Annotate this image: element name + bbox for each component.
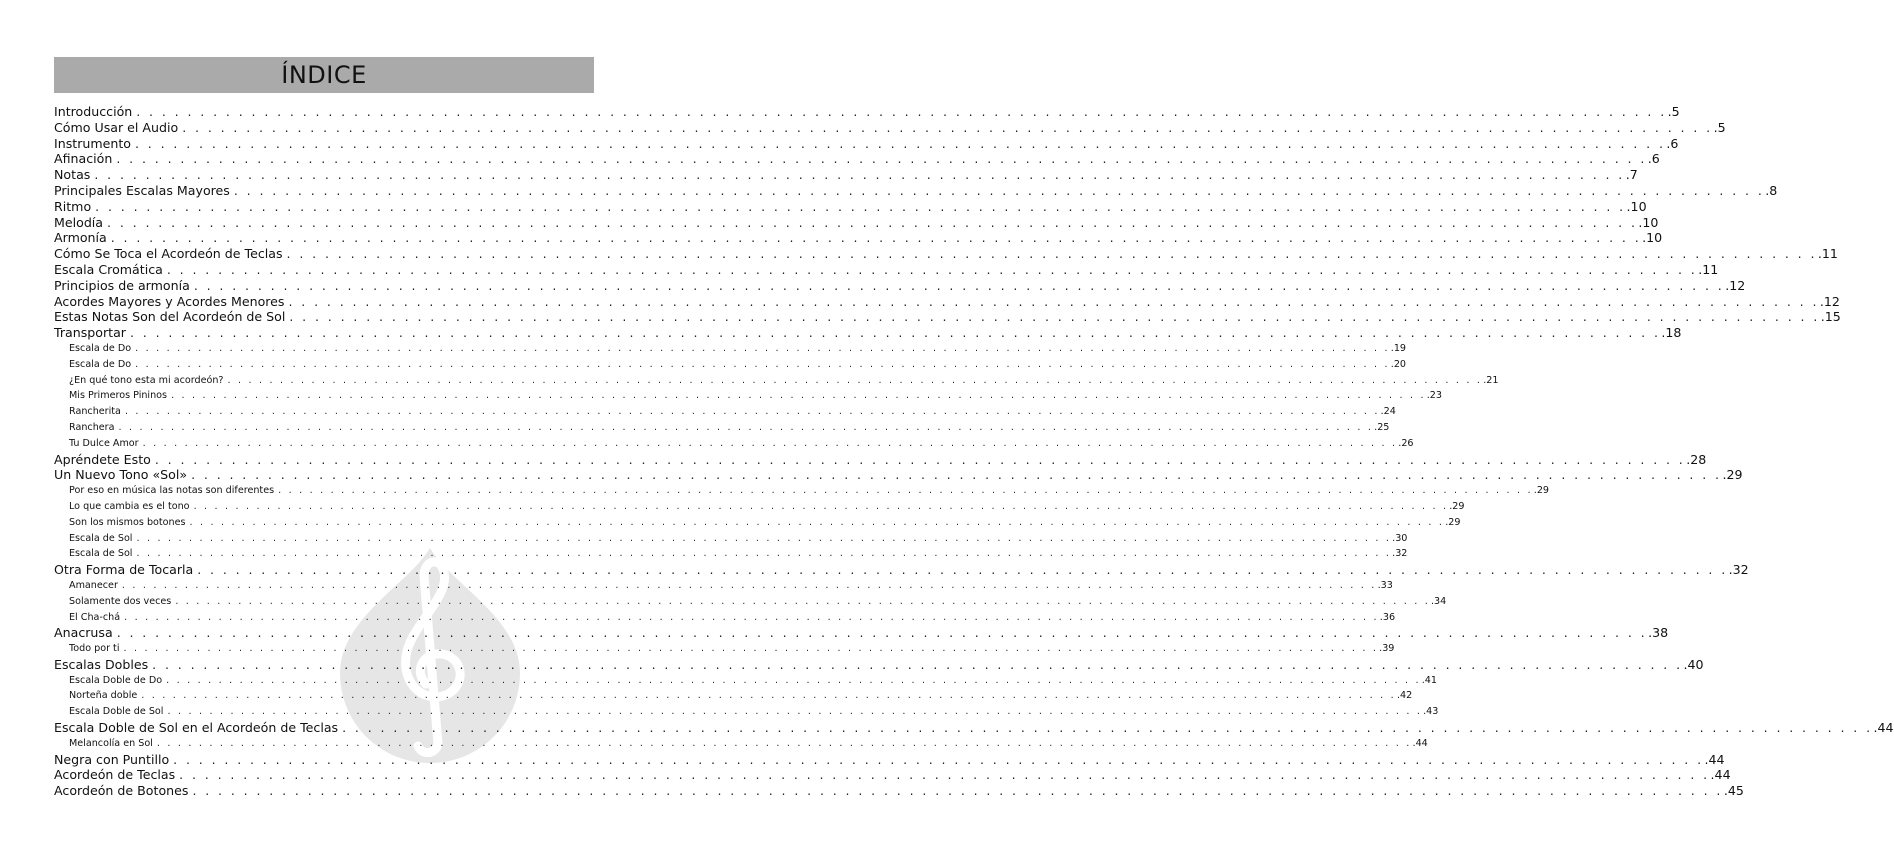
toc-subentry[interactable] [54,483,1550,499]
toc-entry[interactable] [54,720,1894,736]
dot-leader: . . . . . . . . . . . . . . . . . . . . . . . . . . . . . . . . . . . . . . . . . . . . . . . . . . . . . . . . . . . . . . . . . . . . . . . . . . . . . . . . . . . . . . . . . . . . . . . . . . . . . . . . . . . . . . . . . . . . . . . . [124,611,1379,623]
toc-entry-label: Escalas Dobles [54,656,149,672]
toc-entry[interactable] [54,767,1731,783]
page-title: ÍNDICE [281,61,367,89]
toc-entry-page: .21 [1483,374,1499,386]
toc-entry-label: Lo que cambia es el tono [69,500,190,512]
toc-entry-label: Introducción [54,104,133,119]
dot-leader: . . . . . . . . . . . . . . . . . . . . . . . . . . . . . . . . . . . . . . . . . . . . . . . . . . . . . . . . . . . . . . . . . . . . . . . . . . . . . . . . . . . . . . . . . . . . . . . . . . . . . . . . . . . . . . . . . . . . . . . . [116,151,1647,167]
toc-entry[interactable] [54,230,1663,246]
toc-entry-page: .29 [1533,485,1550,497]
dot-leader: . . . . . . . . . . . . . . . . . . . . . . . . . . . . . . . . . . . . . . . . . . . . . . . . . . . . . . . . . . . . . . . . . . . . . . . . . . . . . . . . . . . . . . . . . . . . . . . . . . . . . . . . . . . . . . . . . . . . . . . . [116,625,1648,641]
toc-entry[interactable] [54,277,1746,294]
dot-leader: . . . . . . . . . . . . . . . . . . . . . . . . . . . . . . . . . . . . . . . . . . . . . . . . . . . . . . . . . . . . . . . . . . . . . . . . . . . . . . . . . . . . . . . . . . . . . . . . . . . . . . . . . . . . . . . . . . . . . . . . [167,706,1423,718]
toc-entry[interactable] [54,151,1660,167]
dot-leader: . . . . . . . . . . . . . . . . . . . . . . . . . . . . . . . . . . . . . . . . . . . . . . . . . . . . . . . . . . . . . . . . . . . . . . . . . . . . . . . . . . . . . . . . . . . . . . . . . . . . . . . . . . . . . . . . . . . . . . . . [189,516,1445,528]
toc-entry[interactable] [54,625,1669,641]
dot-leader: . . . . . . . . . . . . . . . . . . . . . . . . . . . . . . . . . . . . . . . . . . . . . . . . . . . . . . . . . . . . . . . . . . . . . . . . . . . . . . . . . . . . . . . . . . . . . . . . . . . . . . . . . . . . . . . . . . . . . . . . [135,358,1390,370]
toc-entry-page: .41 [1421,674,1437,686]
toc-entry-page: .34 [1430,595,1447,607]
dot-leader: . . . . . . . . . . . . . . . . . . . . . . . . . . . . . . . . . . . . . . . . . . . . . . . . . . . . . . . . . . . . . . . . . . . . . . . . . . . . . . . . . . . . . . . . . . . . . . . . . . . . . . . . . . . . . . . . . . . . . . . . [182,119,1713,135]
toc-entry-label: Amanecer [69,579,118,591]
toc-entry-label: Escala de Do [69,342,132,354]
toc-entry-page: .11 [1698,261,1719,277]
toc-entry-page: .6 [1647,151,1660,167]
toc-entry-page: .23 [1426,390,1442,402]
dot-leader: . . . . . . . . . . . . . . . . . . . . . . . . . . . . . . . . . . . . . . . . . . . . . . . . . . . . . . . . . . . . . . . . . . . . . . . . . . . . . . . . . . . . . . . . . . . . . . . . . . . . . . . . . . . . . . . . . . . . . . . . [123,643,1379,655]
toc-entry-label: Negra con Puntillo [54,751,170,767]
toc-entry-page: .11 [1817,246,1838,262]
toc-entry-label: Cómo Se Toca el Acordeón de Teclas [54,246,283,262]
toc-entry[interactable] [54,783,1744,799]
dot-leader: . . . . . . . . . . . . . . . . . . . . . . . . . . . . . . . . . . . . . . . . . . . . . . . . . . . . . . . . . . . . . . . . . . . . . . . . . . . . . . . . . . . . . . . . . . . . . . . . . . . . . . . . . . . . . . . . . . . . . . . . [136,104,1667,119]
dot-leader: . . . . . . . . . . . . . . . . . . . . . . . . . . . . . . . . . . . . . . . . . . . . . . . . . . . . . . . . . . . . . . . . . . . . . . . . . . . . . . . . . . . . . . . . . . . . . . . . . . . . . . . . . . . . . . . . . . . . . . . . [121,579,1377,591]
toc-entry-label: Ritmo [54,198,92,214]
toc-entry[interactable] [54,135,1679,152]
toc-entry-page: .18 [1661,325,1682,341]
toc-entry-label: Por eso en música las notas son diferentes [69,485,275,497]
dot-leader: . . . . . . . . . . . . . . . . . . . . . . . . . . . . . . . . . . . . . . . . . . . . . . . . . . . . . . . . . . . . . . . . . . . . . . . . . . . . . . . . . . . . . . . . . . . . . . . . . . . . . . . . . . . . . . . . . . . . . . . . [342,720,1873,736]
toc-entry-label: Acordeón de Botones [54,783,189,799]
dot-leader: . . . . . . . . . . . . . . . . . . . . . . . . . . . . . . . . . . . . . . . . . . . . . . . . . . . . . . . . . . . . . . . . . . . . . . . . . . . . . . . . . . . . . . . . . . . . . . . . . . . . . . . . . . . . . . . . . . . . . . . . [152,656,1683,672]
toc-entry-page: .43 [1423,706,1439,718]
dot-leader: . . . . . . . . . . . . . . . . . . . . . . . . . . . . . . . . . . . . . . . . . . . . . . . . . . . . . . . . . . . . . . . . . . . . . . . . . . . . . . . . . . . . . . . . . . . . . . . . . . . . . . . . . . . . . . . . . . . . . . . . [136,548,1392,560]
toc-entry-page: .20 [1390,358,1407,370]
dot-leader: . . . . . . . . . . . . . . . . . . . . . . . . . . . . . . . . . . . . . . . . . . . . . . . . . . . . . . . . . . . . . . . . . . . . . . . . . . . . . . . . . . . . . . . . . . . . . . . . . . . . . . . . . . . . . . . . . . . . . . . . [136,532,1392,544]
dot-leader: . . . . . . . . . . . . . . . . . . . . . . . . . . . . . . . . . . . . . . . . . . . . . . . . . . . . . . . . . . . . . . . . . . . . . . . . . . . . . . . . . . . . . . . . . . . . . . . . . . . . . . . . . . . . . . . . . . . . . . . . [193,277,1725,293]
toc-entry[interactable] [54,293,1840,310]
toc-entry-page: .10 [1642,230,1663,246]
toc-subentry[interactable] [54,546,1408,562]
toc-entry[interactable] [54,562,1749,578]
toc-entry-label: El Cha-chá [69,611,121,623]
dot-leader: . . . . . . . . . . . . . . . . . . . . . . . . . . . . . . . . . . . . . . . . . . . . . . . . . . . . . . . . . . . . . . . . . . . . . . . . . . . . . . . . . . . . . . . . . . . . . . . . . . . . . . . . . . . . . . . . . . . . . . . . [110,230,1642,246]
toc-entry-label: Escala de Do [69,358,132,370]
toc-entry-page: .28 [1686,451,1707,467]
toc-entry-label: Armonía [54,230,107,246]
toc-entry-label: Escala de Sol [69,548,133,560]
toc-entry-page: .29 [1449,500,1465,512]
toc-entry-page: .33 [1377,579,1393,591]
toc-entry-page: .32 [1728,562,1749,578]
dot-leader: . . . . . . . . . . . . . . . . . . . . . . . . . . . . . . . . . . . . . . . . . . . . . . . . . . . . . . . . . . . . . . . . . . . . . . . . . . . . . . . . . . . . . . . . . . . . . . . . . . . . . . . . . . . . . . . . . . . . . . . . [94,167,1625,183]
toc-entry-label: Tu Dulce Amor [69,437,139,449]
toc-entry[interactable] [54,182,1778,199]
dot-leader: . . . . . . . . . . . . . . . . . . . . . . . . . . . . . . . . . . . . . . . . . . . . . . . . . . . . . . . . . . . . . . . . . . . . . . . . . . . . . . . . . . . . . . . . . . . . . . . . . . . . . . . . . . . . . . . . . . . . . . . . [107,214,1638,230]
toc-entry-page: .30 [1392,532,1408,544]
toc-subentry[interactable] [54,673,1437,689]
toc-entry-page: .26 [1398,437,1414,449]
toc-subentry[interactable] [54,531,1408,547]
toc-entry[interactable] [54,451,1707,468]
dot-leader: . . . . . . . . . . . . . . . . . . . . . . . . . . . . . . . . . . . . . . . . . . . . . . . . . . . . . . . . . . . . . . . . . . . . . . . . . . . . . . . . . . . . . . . . . . . . . . . . . . . . . . . . . . . . . . . . . . . . . . . . [175,595,1430,607]
toc-entry-page: .12 [1725,277,1746,293]
toc-entry-page: .29 [1722,467,1743,483]
dot-leader: . . . . . . . . . . . . . . . . . . . . . . . . . . . . . . . . . . . . . . . . . . . . . . . . . . . . . . . . . . . . . . . . . . . . . . . . . . . . . . . . . . . . . . . . . . . . . . . . . . . . . . . . . . . . . . . . . . . . . . . . [171,390,1426,402]
toc-entry-label: Son los mismos botones [69,516,186,528]
dot-leader: . . . . . . . . . . . . . . . . . . . . . . . . . . . . . . . . . . . . . . . . . . . . . . . . . . . . . . . . . . . . . . . . . . . . . . . . . . . . . . . . . . . . . . . . . . . . . . . . . . . . . . . . . . . . . . . . . . . . . . . . [278,485,1533,497]
toc-entry[interactable] [54,246,1838,262]
dot-leader: . . . . . . . . . . . . . . . . . . . . . . . . . . . . . . . . . . . . . . . . . . . . . . . . . . . . . . . . . . . . . . . . . . . . . . . . . . . . . . . . . . . . . . . . . . . . . . . . . . . . . . . . . . . . . . . . . . . . . . . . [118,421,1374,433]
toc-subentry[interactable] [54,704,1439,720]
toc-entry[interactable] [54,198,1647,215]
toc-entry-page: .12 [1819,293,1840,309]
toc-entry[interactable] [54,261,1719,278]
toc-subentry[interactable] [54,688,1413,704]
toc-entry[interactable] [54,751,1725,768]
toc-subentry[interactable] [54,436,1414,452]
toc-entry-label: Solamente dos veces [69,595,172,607]
toc-entry-label: Instrumento [54,135,131,151]
dot-leader: . . . . . . . . . . . . . . . . . . . . . . . . . . . . . . . . . . . . . . . . . . . . . . . . . . . . . . . . . . . . . . . . . . . . . . . . . . . . . . . . . . . . . . . . . . . . . . . . . . . . . . . . . . . . . . . . . . . . . . . . [193,500,1449,512]
toc-entry-page: .10 [1638,214,1659,230]
toc-entry-page: .6 [1666,135,1679,151]
dot-leader: . . . . . . . . . . . . . . . . . . . . . . . . . . . . . . . . . . . . . . . . . . . . . . . . . . . . . . . . . . . . . . . . . . . . . . . . . . . . . . . . . . . . . . . . . . . . . . . . . . . . . . . . . . . . . . . . . . . . . . . . [191,467,1722,483]
toc-entry-label: Escala Doble de Sol [69,706,164,718]
toc-entry-label: Apréndete Esto [54,451,151,467]
toc-entry-label: Mis Primeros Pininos [69,390,168,402]
title-bar [54,57,594,93]
dot-leader: . . . . . . . . . . . . . . . . . . . . . . . . . . . . . . . . . . . . . . . . . . . . . . . . . . . . . . . . . . . . . . . . . . . . . . . . . . . . . . . . . . . . . . . . . . . . . . . . . . . . . . . . . . . . . . . . . . . . . . . . [286,246,1817,262]
dot-leader: . . . . . . . . . . . . . . . . . . . . . . . . . . . . . . . . . . . . . . . . . . . . . . . . . . . . . . . . . . . . . . . . . . . . . . . . . . . . . . . . . . . . . . . . . . . . . . . . . . . . . . . . . . . . . . . . . . . . . . . . [197,562,1728,578]
toc-entry-label: Melancolía en Sol [69,737,153,749]
toc-entry-label: Transportar [54,325,126,341]
dot-leader: . . . . . . . . . . . . . . . . . . . . . . . . . . . . . . . . . . . . . . . . . . . . . . . . . . . . . . . . . . . . . . . . . . . . . . . . . . . . . . . . . . . . . . . . . . . . . . . . . . . . . . . . . . . . . . . . . . . . . . . . [289,309,1820,325]
toc-subentry[interactable] [54,357,1407,373]
toc-entry-label: Ranchera [69,421,115,433]
toc-entry-label: Melodía [54,214,104,230]
toc-entry-label: Un Nuevo Tono «Sol» [54,467,188,483]
toc-entry-label: Principales Escalas Mayores [54,182,230,198]
toc-entry-label: Escala de Sol [69,532,133,544]
toc-entry[interactable] [54,309,1841,325]
toc-entry-page: .44 [1710,767,1731,783]
toc-entry-page: .25 [1374,421,1390,433]
toc-entry-label: Escala Doble de Do [69,674,163,686]
dot-leader: . . . . . . . . . . . . . . . . . . . . . . . . . . . . . . . . . . . . . . . . . . . . . . . . . . . . . . . . . . . . . . . . . . . . . . . . . . . . . . . . . . . . . . . . . . . . . . . . . . . . . . . . . . . . . . . . . . . . . . . . [233,182,1765,198]
toc-entry-label: Acordes Mayores y Acordes Menores [54,293,285,309]
toc-entry[interactable] [54,119,1726,136]
toc-entry-page: .29 [1445,516,1461,528]
toc-subentry[interactable] [54,420,1390,436]
toc-entry-page: .44 [1873,720,1894,736]
toc-subentry[interactable] [54,594,1447,610]
dot-leader: . . . . . . . . . . . . . . . . . . . . . . . . . . . . . . . . . . . . . . . . . . . . . . . . . . . . . . . . . . . . . . . . . . . . . . . . . . . . . . . . . . . . . . . . . . . . . . . . . . . . . . . . . . . . . . . . . . . . . . . . [135,135,1666,151]
dot-leader: . . . . . . . . . . . . . . . . . . . . . . . . . . . . . . . . . . . . . . . . . . . . . . . . . . . . . . . . . . . . . . . . . . . . . . . . . . . . . . . . . . . . . . . . . . . . . . . . . . . . . . . . . . . . . . . . . . . . . . . . [173,751,1704,767]
toc-entry-page: .24 [1380,406,1396,418]
dot-leader: . . . . . . . . . . . . . . . . . . . . . . . . . . . . . . . . . . . . . . . . . . . . . . . . . . . . . . . . . . . . . . . . . . . . . . . . . . . . . . . . . . . . . . . . . . . . . . . . . . . . . . . . . . . . . . . . . . . . . . . . [124,406,1380,418]
toc-entry-label: Anacrusa [54,625,113,641]
toc-entry-page: .7 [1625,167,1638,183]
toc-entry-page: .42 [1396,690,1413,702]
dot-leader: . . . . . . . . . . . . . . . . . . . . . . . . . . . . . . . . . . . . . . . . . . . . . . . . . . . . . . . . . . . . . . . . . . . . . . . . . . . . . . . . . . . . . . . . . . . . . . . . . . . . . . . . . . . . . . . . . . . . . . . . [179,767,1710,783]
toc-entry-label: Notas [54,167,91,183]
table-of-contents [54,104,1894,799]
toc-subentry[interactable] [54,641,1395,657]
dot-leader: . . . . . . . . . . . . . . . . . . . . . . . . . . . . . . . . . . . . . . . . . . . . . . . . . . . . . . . . . . . . . . . . . . . . . . . . . . . . . . . . . . . . . . . . . . . . . . . . . . . . . . . . . . . . . . . . . . . . . . . . [166,674,1421,686]
toc-entry-page: .39 [1379,643,1395,655]
dot-leader: . . . . . . . . . . . . . . . . . . . . . . . . . . . . . . . . . . . . . . . . . . . . . . . . . . . . . . . . . . . . . . . . . . . . . . . . . . . . . . . . . . . . . . . . . . . . . . . . . . . . . . . . . . . . . . . . . . . . . . . . [142,437,1398,449]
toc-subentry[interactable] [54,578,1393,594]
toc-entry-label: Cómo Usar el Audio [54,119,179,135]
toc-subentry[interactable] [54,610,1396,626]
toc-entry-page: .40 [1683,656,1704,672]
dot-leader: . . . . . . . . . . . . . . . . . . . . . . . . . . . . . . . . . . . . . . . . . . . . . . . . . . . . . . . . . . . . . . . . . . . . . . . . . . . . . . . . . . . . . . . . . . . . . . . . . . . . . . . . . . . . . . . . . . . . . . . . [130,325,1661,341]
toc-entry-label: ¿En qué tono esta mi acordeón? [69,374,224,386]
toc-entry-page: .8 [1765,182,1778,198]
toc-subentry[interactable] [54,499,1465,515]
toc-subentry[interactable] [54,736,1428,752]
toc-entry[interactable] [54,167,1638,183]
toc-entry-page: .45 [1723,783,1744,799]
toc-entry[interactable] [54,467,1743,483]
dot-leader: . . . . . . . . . . . . . . . . . . . . . . . . . . . . . . . . . . . . . . . . . . . . . . . . . . . . . . . . . . . . . . . . . . . . . . . . . . . . . . . . . . . . . . . . . . . . . . . . . . . . . . . . . . . . . . . . . . . . . . . . [227,374,1483,386]
dot-leader: . . . . . . . . . . . . . . . . . . . . . . . . . . . . . . . . . . . . . . . . . . . . . . . . . . . . . . . . . . . . . . . . . . . . . . . . . . . . . . . . . . . . . . . . . . . . . . . . . . . . . . . . . . . . . . . . . . . . . . . . [141,690,1396,702]
dot-leader: . . . . . . . . . . . . . . . . . . . . . . . . . . . . . . . . . . . . . . . . . . . . . . . . . . . . . . . . . . . . . . . . . . . . . . . . . . . . . . . . . . . . . . . . . . . . . . . . . . . . . . . . . . . . . . . . . . . . . . . . [135,342,1390,354]
dot-leader: . . . . . . . . . . . . . . . . . . . . . . . . . . . . . . . . . . . . . . . . . . . . . . . . . . . . . . . . . . . . . . . . . . . . . . . . . . . . . . . . . . . . . . . . . . . . . . . . . . . . . . . . . . . . . . . . . . . . . . . . [154,451,1686,467]
toc-entry-page: .10 [1626,198,1647,214]
toc-entry-label: Norteña doble [69,690,138,702]
toc-entry-label: Acordeón de Teclas [54,767,176,783]
toc-entry-page: .5 [1667,104,1680,119]
toc-entry-label: Rancherita [69,406,121,418]
toc-entry-page: .38 [1648,625,1669,641]
toc-entry-page: .15 [1820,309,1841,325]
toc-entry-label: Escala Cromática [54,261,163,277]
toc-entry[interactable] [54,214,1659,231]
toc-entry-label: Escala Doble de Sol en el Acordeón de Teclas [54,720,339,736]
toc-entry-label: Principios de armonía [54,277,190,293]
toc-entry[interactable] [54,325,1682,341]
dot-leader: . . . . . . . . . . . . . . . . . . . . . . . . . . . . . . . . . . . . . . . . . . . . . . . . . . . . . . . . . . . . . . . . . . . . . . . . . . . . . . . . . . . . . . . . . . . . . . . . . . . . . . . . . . . . . . . . . . . . . . . . [288,293,1819,309]
toc-subentry[interactable] [54,388,1442,404]
toc-entry-page: .32 [1392,548,1408,560]
toc-entry-label: Afinación [54,151,113,167]
dot-leader: . . . . . . . . . . . . . . . . . . . . . . . . . . . . . . . . . . . . . . . . . . . . . . . . . . . . . . . . . . . . . . . . . . . . . . . . . . . . . . . . . . . . . . . . . . . . . . . . . . . . . . . . . . . . . . . . . . . . . . . . [95,198,1626,214]
toc-entry[interactable] [54,104,1680,120]
toc-entry-label: Todo por ti [69,643,120,655]
toc-entry-page: .36 [1379,611,1396,623]
dot-leader: . . . . . . . . . . . . . . . . . . . . . . . . . . . . . . . . . . . . . . . . . . . . . . . . . . . . . . . . . . . . . . . . . . . . . . . . . . . . . . . . . . . . . . . . . . . . . . . . . . . . . . . . . . . . . . . . . . . . . . . . [156,737,1412,749]
toc-subentry[interactable] [54,404,1396,420]
toc-entry-label: Estas Notas Son del Acordeón de Sol [54,309,286,325]
toc-entry-page: .19 [1390,342,1407,354]
toc-entry-page: .44 [1704,751,1725,767]
toc-subentry[interactable] [54,515,1461,531]
toc-subentry[interactable] [54,373,1499,389]
toc-entry-label: Otra Forma de Tocarla [54,562,194,578]
dot-leader: . . . . . . . . . . . . . . . . . . . . . . . . . . . . . . . . . . . . . . . . . . . . . . . . . . . . . . . . . . . . . . . . . . . . . . . . . . . . . . . . . . . . . . . . . . . . . . . . . . . . . . . . . . . . . . . . . . . . . . . . [166,261,1698,277]
dot-leader: . . . . . . . . . . . . . . . . . . . . . . . . . . . . . . . . . . . . . . . . . . . . . . . . . . . . . . . . . . . . . . . . . . . . . . . . . . . . . . . . . . . . . . . . . . . . . . . . . . . . . . . . . . . . . . . . . . . . . . . . [192,783,1723,799]
toc-entry-page: .5 [1713,119,1726,135]
toc-subentry[interactable] [54,341,1407,357]
toc-entry[interactable] [54,656,1704,673]
toc-entry-page: .44 [1412,737,1428,749]
